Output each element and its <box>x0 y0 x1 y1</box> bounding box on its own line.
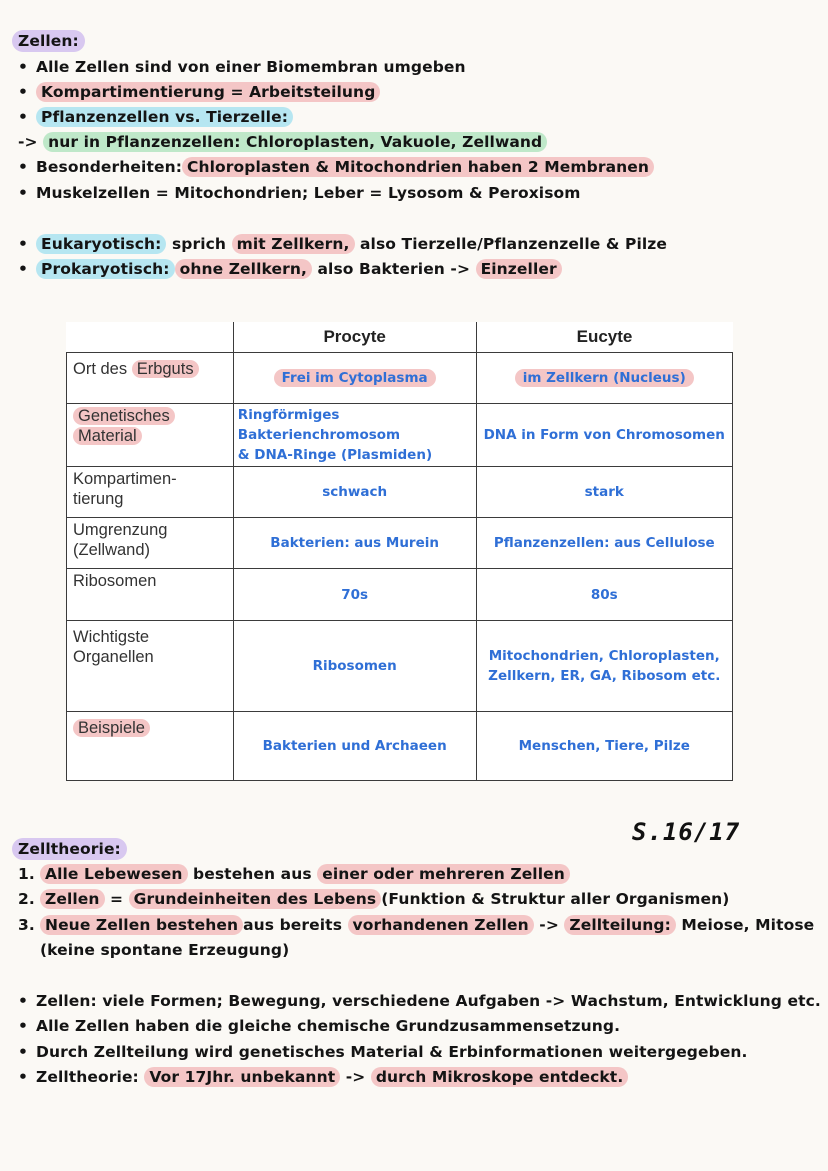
list-item: • Muskelzellen = Mitochondrien; Leber = Lysosom & Peroxisom <box>18 184 581 202</box>
list-item: • Kompartimentierung = Arbeitsteilung <box>18 81 380 103</box>
table-header <box>67 322 234 353</box>
list-item: • Eukaryotisch: sprich mit Zellkern, also Tierzelle/Pflanzenzelle & Pilze <box>18 235 668 253</box>
list-item: • Prokaryotisch: ohne Zellkern, also Bakterien -> Einzeller <box>18 258 562 280</box>
cell-procyte: Frei im Cytoplasma <box>233 353 476 404</box>
cell-eucyte: 80s <box>476 569 733 621</box>
list-item: 2. Zellen = Grundeinheiten des Lebens (Funktion & Struktur aller Organismen) <box>18 890 730 908</box>
row-label: Ribosomen <box>67 569 234 621</box>
table-row <box>67 467 733 518</box>
list-item: • Besonderheiten: Chloroplasten & Mitochondrien haben 2 Membranen <box>18 156 654 178</box>
table-row <box>67 621 733 712</box>
table-row <box>67 518 733 569</box>
comparison-table <box>66 322 733 781</box>
cell-eucyte: stark <box>476 467 733 518</box>
cell-procyte: Bakterien: aus Murein <box>233 518 476 569</box>
section-title-zellen: Zellen: <box>12 30 85 52</box>
row-label: Kompartimen- tierung <box>67 467 234 518</box>
table-header-eucyte: Eucyte <box>476 322 733 353</box>
table-header-row <box>67 322 733 353</box>
cell-procyte: 70s <box>233 569 476 621</box>
list-item: • Zelltheorie: Vor 17Jhr. unbekannt -> durch Mikroskope entdeckt. <box>18 1066 628 1088</box>
row-label: Ort des Erbguts <box>67 353 234 404</box>
list-item: -> nur in Pflanzenzellen: Chloroplasten, Vakuole, Zellwand <box>18 131 547 153</box>
table-row <box>67 353 733 404</box>
cell-eucyte: Menschen, Tiere, Pilze <box>476 712 733 781</box>
list-item: • Pflanzenzellen vs. Tierzelle: <box>18 106 293 128</box>
list-item: • Alle Zellen haben die gleiche chemische Grundzusammensetzung. <box>18 1017 621 1035</box>
list-item: • Durch Zellteilung wird genetisches Material & Erbinformationen weitergegeben. <box>18 1043 748 1061</box>
cell-procyte: schwach <box>233 467 476 518</box>
list-item: • Zellen: viele Formen; Bewegung, verschiedene Aufgaben -> Wachstum, Entwicklung etc. <box>18 992 821 1010</box>
table-row <box>67 569 733 621</box>
cell-eucyte: DNA in Form von Chromosomen <box>476 404 733 467</box>
cell-procyte: Ringförmiges Bakterienchromosom & DNA-Ringe (Plasmiden) <box>233 404 476 467</box>
list-item: 1. Alle Lebewesen bestehen aus einer oder mehreren Zellen <box>18 863 570 885</box>
row-label: Wichtigste Organellen <box>67 621 234 712</box>
page-reference: S.16/17 <box>632 818 741 846</box>
table-header-procyte: Procyte <box>233 322 476 353</box>
list-item: 3. Neue Zellen bestehen aus bereits vorhandenen Zellen -> Zellteilung: Meiose, Mitose <box>18 916 815 934</box>
cell-procyte: Bakterien und Archaeen <box>233 712 476 781</box>
section-title-zelltheorie: Zelltheorie: <box>12 838 127 860</box>
cell-eucyte: im Zellkern (Nucleus) <box>476 353 733 404</box>
table-row <box>67 404 733 467</box>
list-item: • Alle Zellen sind von einer Biomembran umgeben <box>18 58 466 76</box>
table-row <box>67 712 733 781</box>
row-label: Beispiele <box>67 712 234 781</box>
cell-procyte: Ribosomen <box>233 621 476 712</box>
cell-eucyte: Pflanzenzellen: aus Cellulose <box>476 518 733 569</box>
list-item-continuation: (keine spontane Erzeugung) <box>40 941 290 959</box>
row-label: Genetisches Material <box>67 404 234 467</box>
cell-eucyte: Mitochondrien, Chloroplasten, Zellkern, ER, GA, Ribosom etc. <box>476 621 733 712</box>
row-label: Umgrenzung (Zellwand) <box>67 518 234 569</box>
